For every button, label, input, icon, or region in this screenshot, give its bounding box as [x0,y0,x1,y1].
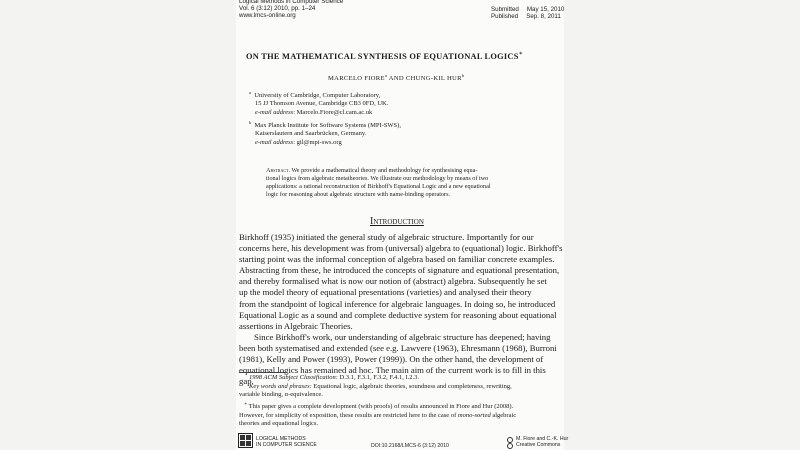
acm-classification-label: 1998 ACM Subject Classification: [249,374,338,381]
intro-paragraph-1: Birkhoff (1935) initiated the general study of algebraic structure. Importantly for our concerns here, his development was from (universal) algebra to (equational) logic. Birkhoff's starting point was the informal conception of algebra based on familiar concrete examples. Abstracting from these, he introduced the concepts of signature and equational presentation, and thereby formalised what is now our notion of (abstract) algebra. Subsequently he set up the model theory of equational presentations (varieties) and analysed their theory from the standpoint of logical inference for algebraic languages. In doing so, he introduced Equational Logic as a sound and complete deductive system for reasoning about equational assertions in Algebraic Theories. [239,232,563,331]
journal-name: Logical Methods in Computer Science [239,0,344,5]
author-fiore: MARCELO FIORE [328,75,385,83]
email-hur[interactable]: : gil@mpi-sws.org [293,138,342,146]
keywords-label: Key words and phrases: [249,382,312,390]
affiliation-a: $^a$ University of Cambridge, Computer Laboratory, 15 JJ Thomson Avenue, Cambridge CB3 0FD, UK. e-mail address: Marcelo.Fiore@cl.cam.ac.uk [249,90,389,116]
section-heading-introduction: Introduction [370,216,424,227]
copyright-holders: M. Fiore and C.-K. Hur [516,436,569,442]
journal-url[interactable]: www.lmcs-online.org [239,12,296,20]
title-footnote-mark: ∗ [518,51,523,57]
abstract-label: Abstract. [266,167,291,174]
dates-header [491,6,564,20]
author-hur: CHUNG-KIL HUR [405,75,462,83]
affiliation-b: $^b$ Max Planck Institute for Software Systems (MPI-SWS), Kaiserslautern and Saarbrücken, Germany. e-mail address: gil@mpi-sws.org [249,120,401,146]
journal-volume: Vol. 6 (3:12) 2010, pp. 1–24 [239,5,316,13]
published-label: Published [491,13,519,21]
lmcs-name: LOGICAL METHODS IN COMPUTER SCIENCE [256,436,317,448]
abstract: Abstract. We provide a mathematical theory and methodology for synthesising equa- tional logics from algebraic metatheories. We illustrate our methodology by means of two applications: a rational reconstruction of Birkhoff's Equational Logic and a new equational logic for reasoning about algebraic structure with name-binding operators. [266,167,491,199]
license-name[interactable]: Creative Commons [516,441,561,448]
lmcs-logo [238,433,253,448]
footnote-rule [239,372,287,373]
license-info [516,437,568,449]
paper-authors: MARCELO FIORE$^a$ AND CHUNG-KIL HUR$^b$ [328,73,465,83]
intro-paragraph-2: Since Birkhoff's work, our understanding of algebraic structure has deepened; having been both systematised and extended (see e.g. Lawvere (1963), Ehresmann (1968), Burroni (1981), Kelly and Power (1993), Power (1999)). On the other hand, the development of equational logics has remained ad hoc. The main aim of the current work is to fill in this gap. [239,332,557,387]
footnotes: 1998 ACM Subject Classification: D.3.1, F.3.1, F.3.2, F.4.1, I.2.3. Key words and phrases: Equational logic, algebraic theories, soundness and completeness, rewriting, variable binding, α-equivalence. ∗ This paper gives a complete development (with proofs) of results announced in Fiore and Hur (2008). However, for simplicity of exposition, these results are restricted here to the case of mono-sorted algebraic theories and equational logics. [239,374,517,428]
email-fiore[interactable]: : Marcelo.Fiore@cl.cam.ac.uk [293,108,373,116]
submitted-label: Submitted [491,6,519,13]
doi[interactable]: DOI:10.2168/LMCS-6 (3:12) 2010 [371,443,449,449]
journal-header [239,0,343,20]
submitted-date: May 15, 2010 [526,6,565,13]
published-date: Sep. 8, 2011 [526,13,561,21]
creative-commons-icon [507,443,513,449]
paper-title: ON THE MATHEMATICAL SYNTHESIS OF EQUATIONAL LOGICS∗ [246,51,523,61]
